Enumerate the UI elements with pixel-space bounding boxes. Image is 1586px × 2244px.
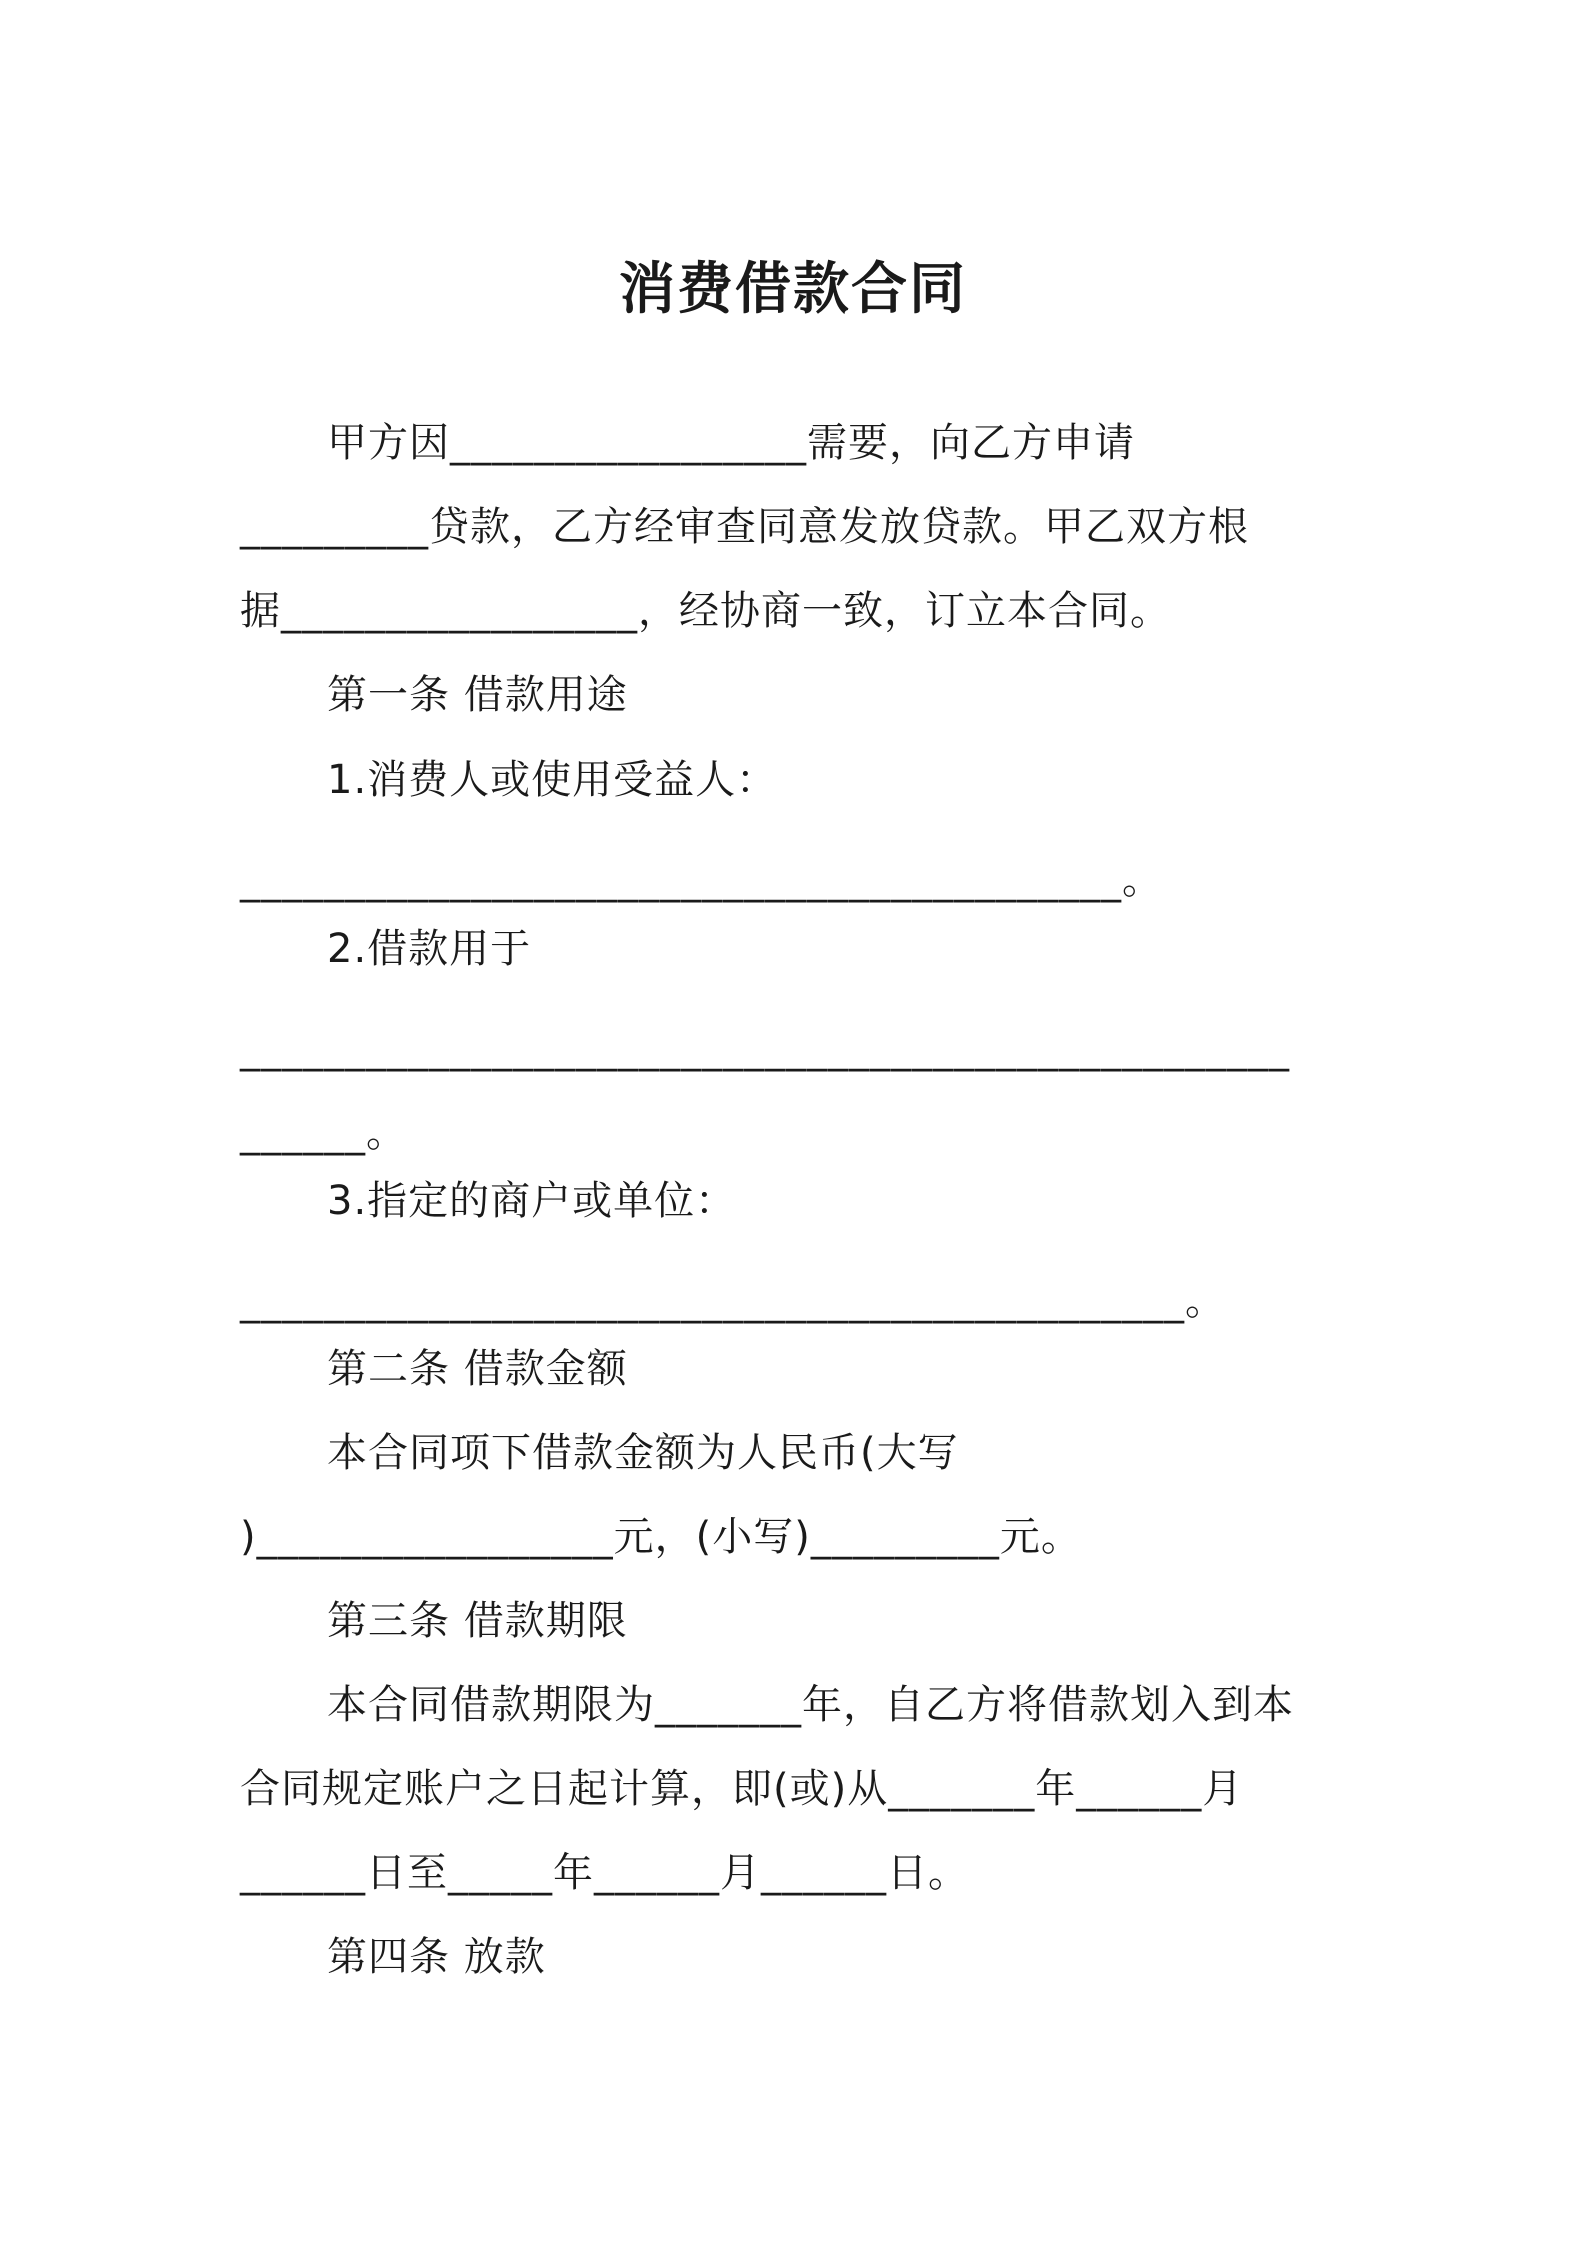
paragraph-line: 据_________________，经协商一致，订立本合同。 bbox=[240, 588, 1171, 634]
paragraph-line: ______日至_____年______月______日。 bbox=[240, 1850, 969, 1896]
clause-item: 3.指定的商户或单位： bbox=[327, 1178, 737, 1224]
clause-item: 1.消费人或使用受益人： bbox=[327, 757, 778, 803]
clause-item: 2.借款用于 bbox=[327, 926, 532, 972]
paragraph-line: 合同规定账户之日起计算，即(或)从_______年______月 bbox=[240, 1766, 1244, 1812]
blank-line: ______。 bbox=[240, 1110, 407, 1156]
blank-line: __________________________________________。 bbox=[240, 857, 1163, 903]
paragraph-line: 本合同项下借款金额为人民币(大写 bbox=[327, 1430, 959, 1476]
paragraph-line: )_________________元，(小写)_________元。 bbox=[240, 1514, 1082, 1560]
blank-line: __________________________________________________ bbox=[240, 1026, 1290, 1072]
paragraph-line: 本合同借款期限为_______年，自乙方将借款划入到本 bbox=[327, 1682, 1294, 1728]
paragraph-line: _________贷款，乙方经审查同意发放贷款。甲乙双方根 bbox=[240, 504, 1249, 550]
article-heading: 第三条 借款期限 bbox=[327, 1598, 628, 1644]
article-heading: 第四条 放款 bbox=[327, 1934, 546, 1980]
paragraph-line: 甲方因_________________需要，向乙方申请 bbox=[327, 420, 1135, 466]
article-heading: 第二条 借款金额 bbox=[327, 1346, 628, 1392]
article-heading: 第一条 借款用途 bbox=[327, 672, 628, 718]
document-title: 消费借款合同 bbox=[619, 257, 967, 322]
blank-line: _____________________________________________。 bbox=[240, 1278, 1226, 1324]
